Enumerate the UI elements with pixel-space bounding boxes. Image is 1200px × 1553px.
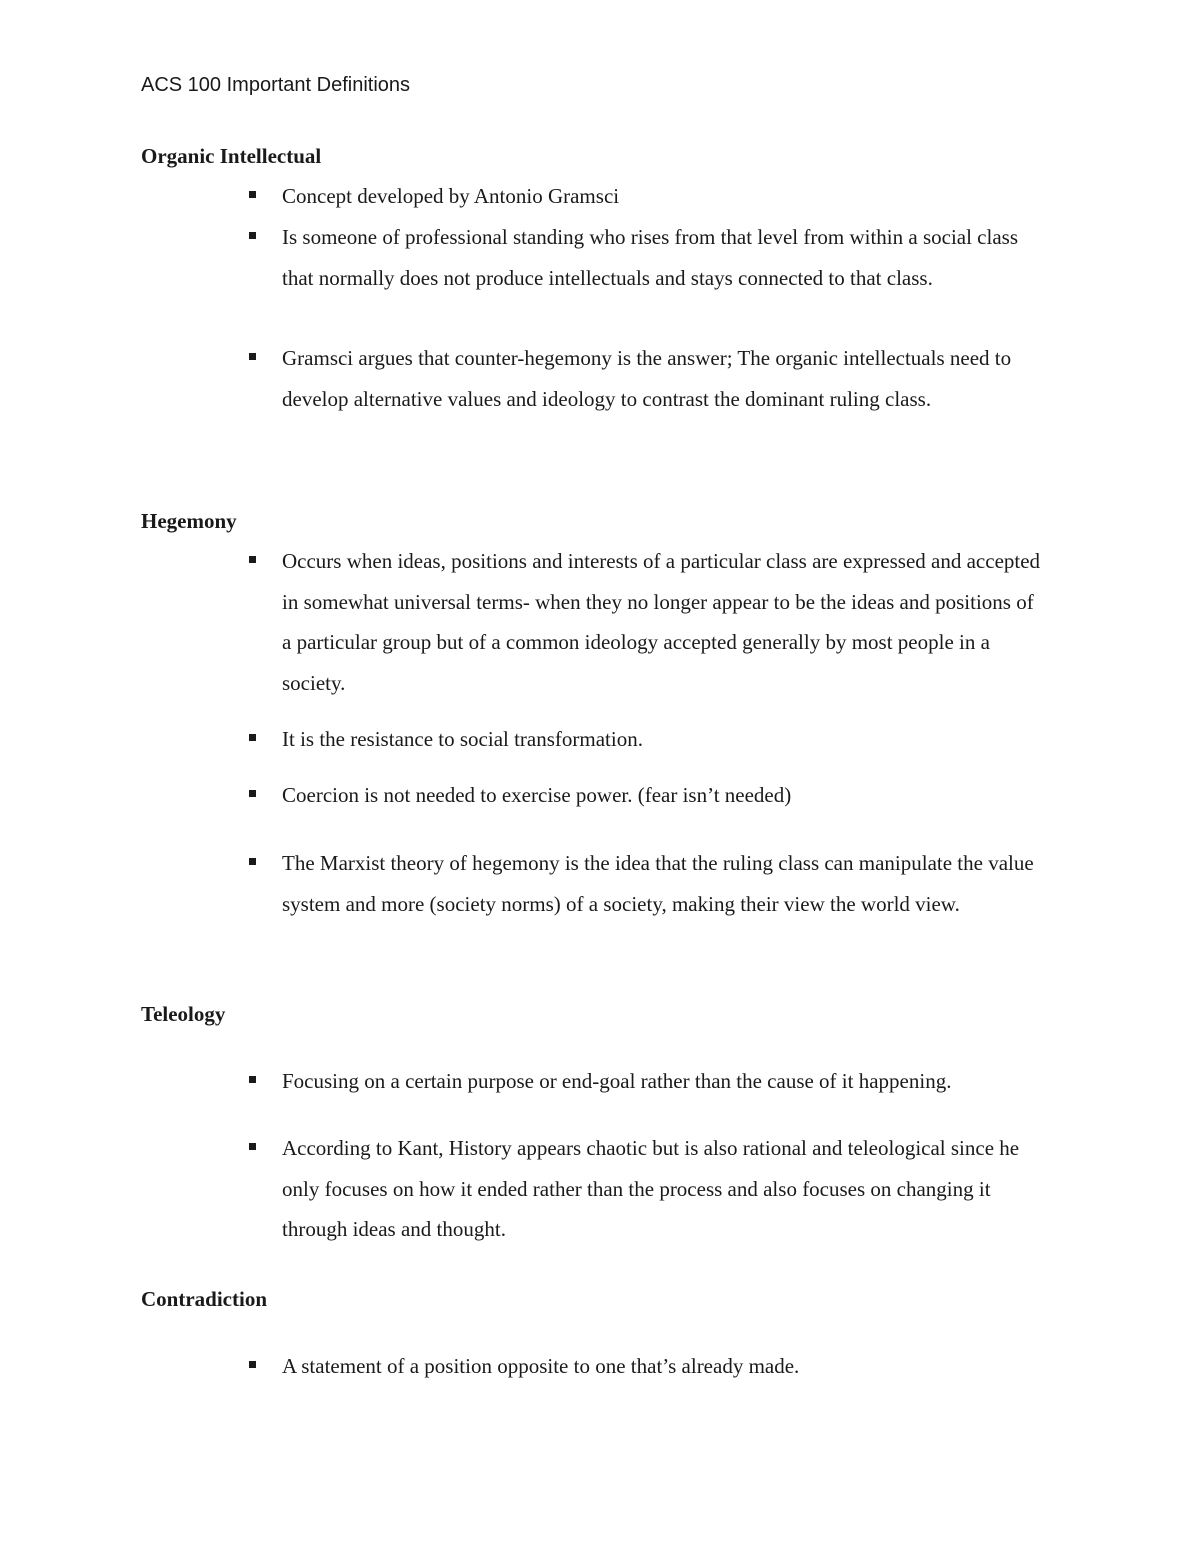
list-item	[244, 719, 1044, 760]
square-bullet-icon	[244, 1061, 274, 1102]
list-item-text: Coercion is not needed to exercise power. (fear isn’t needed)	[282, 783, 792, 807]
square-bullet-icon	[244, 176, 274, 217]
list-item	[244, 338, 1044, 419]
square-bullet-icon	[244, 338, 274, 379]
list-item-text: According to Kant, History appears chaotic but is also rational and teleological since he only focuses on how it ended rather than the process and also focuses on changing it through ideas and thought.	[282, 1136, 1020, 1241]
list-item	[244, 1346, 1044, 1387]
section-heading-hegemony: Hegemony	[141, 509, 237, 533]
list-item	[244, 217, 1044, 298]
list-item	[244, 541, 1044, 703]
square-bullet-icon	[244, 775, 274, 816]
document-title: ACS 100 Important Definitions	[141, 74, 411, 96]
list-item	[244, 775, 1044, 816]
section-heading-organic-intellectual: Organic Intellectual	[141, 144, 322, 168]
list-item-text: Occurs when ideas, positions and interests of a particular class are expressed and accepted in somewhat universal terms- when they no longer appear to be the ideas and positions of a particular group but of a common ideology accepted generally by most people in a society.	[282, 549, 1041, 695]
list-item	[244, 176, 1044, 217]
square-bullet-icon	[244, 719, 274, 760]
section-heading-teleology: Teleology	[141, 1002, 226, 1026]
list-item	[244, 843, 1044, 924]
list-item-text: Gramsci argues that counter-hegemony is the answer; The organic intellectuals need to develop alternative values and ideology to contrast the dominant ruling class.	[282, 346, 1012, 411]
list-item-text: The Marxist theory of hegemony is the idea that the ruling class can manipulate the value system and more (society norms) of a society, making their view the world view.	[282, 851, 1034, 916]
square-bullet-icon	[244, 217, 274, 258]
list-item	[244, 1061, 1044, 1102]
square-bullet-icon	[244, 1346, 274, 1387]
square-bullet-icon	[244, 843, 274, 884]
square-bullet-icon	[244, 541, 274, 582]
section-heading-contradiction: Contradiction	[141, 1287, 267, 1311]
list-item-text: Concept developed by Antonio Gramsci	[282, 184, 620, 208]
square-bullet-icon	[244, 1128, 274, 1169]
list-item-text: Focusing on a certain purpose or end-goal rather than the cause of it happening.	[282, 1069, 952, 1093]
list-item-text: Is someone of professional standing who rises from that level from within a social class that normally does not produce intellectuals and stays connected to that class.	[282, 225, 1019, 290]
list-item-text: A statement of a position opposite to one that’s already made.	[282, 1354, 800, 1378]
list-item	[244, 1128, 1044, 1250]
list-item-text: It is the resistance to social transformation.	[282, 727, 643, 751]
